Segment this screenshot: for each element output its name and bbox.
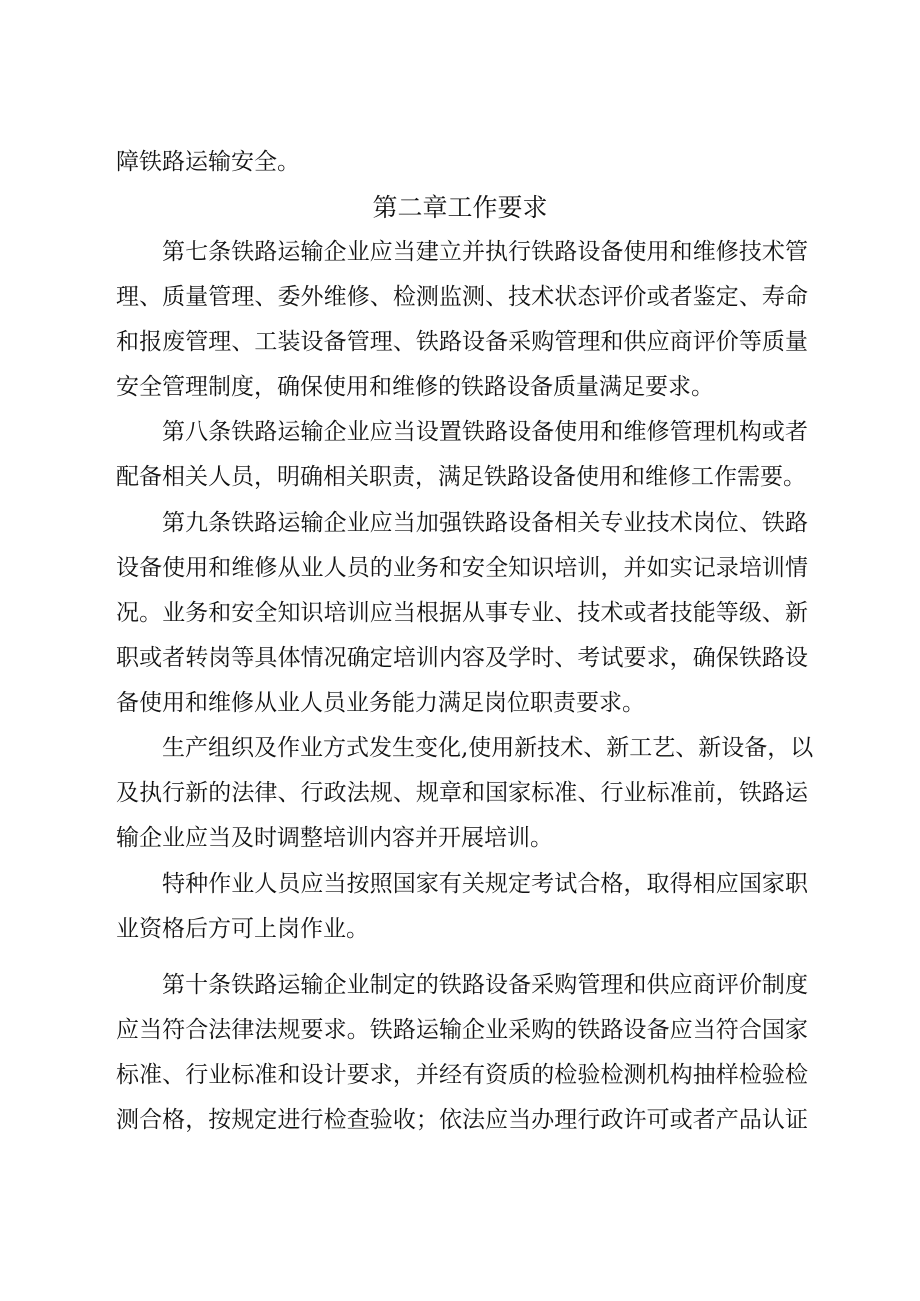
text-line: 设备使用和维修从业人员的业务和安全知识培训，并如实记录培训情 bbox=[116, 555, 808, 581]
text-line: 障铁路运输安全。 bbox=[116, 149, 300, 175]
text-line: 和报废管理、工装设备管理、铁路设备采购管理和供应商评价等质量 bbox=[116, 329, 808, 355]
text-line: 安全管理制度，确保使用和维修的铁路设备质量满足要求。 bbox=[116, 374, 714, 400]
text-line: 配备相关人员，明确相关职责，满足铁路设备使用和维修工作需要。 bbox=[116, 464, 806, 490]
text-line: 第七条铁路运输企业应当建立并执行铁路设备使用和维修技术管 bbox=[162, 239, 808, 265]
text-line: 职或者转岗等具体情况确定培训内容及学时、考试要求，确保铁路设 bbox=[116, 645, 808, 671]
text-line: 第十条铁路运输企业制定的铁路设备采购管理和供应商评价制度 bbox=[162, 972, 808, 998]
text-line: 业资格后方可上岗作业。 bbox=[116, 916, 369, 942]
text-line: 况。业务和安全知识培训应当根据从事专业、技术或者技能等级、新 bbox=[116, 600, 808, 626]
text-line: 标准、行业标准和设计要求，并经有资质的检验检测机构抽样检验检 bbox=[116, 1062, 808, 1088]
text-line: 备使用和维修从业人员业务能力满足岗位职责要求。 bbox=[116, 690, 645, 716]
text-line: 输企业应当及时调整培训内容并开展培训。 bbox=[116, 825, 553, 851]
text-line: 第九条铁路运输企业应当加强铁路设备相关专业技术岗位、铁路 bbox=[162, 510, 808, 536]
text-line: 特种作业人员应当按照国家有关规定考试合格，取得相应国家职 bbox=[162, 871, 808, 897]
text-line: 生产组织及作业方式发生变化,使用新技术、新工艺、新设备，以 bbox=[162, 735, 814, 761]
chapter-heading: 第二章工作要求 bbox=[372, 193, 548, 222]
text-line: 应当符合法律法规要求。铁路运输企业采购的铁路设备应当符合国家 bbox=[116, 1017, 808, 1043]
text-line: 及执行新的法律、行政法规、规章和国家标准、行业标准前，铁路运 bbox=[116, 780, 808, 806]
text-line: 理、质量管理、委外维修、检测监测、技术状态评价或者鉴定、寿命 bbox=[116, 284, 808, 310]
text-line: 第八条铁路运输企业应当设置铁路设备使用和维修管理机构或者 bbox=[162, 419, 808, 445]
text-line: 测合格，按规定进行检查验收；依法应当办理行政许可或者产品认证 bbox=[116, 1107, 808, 1133]
